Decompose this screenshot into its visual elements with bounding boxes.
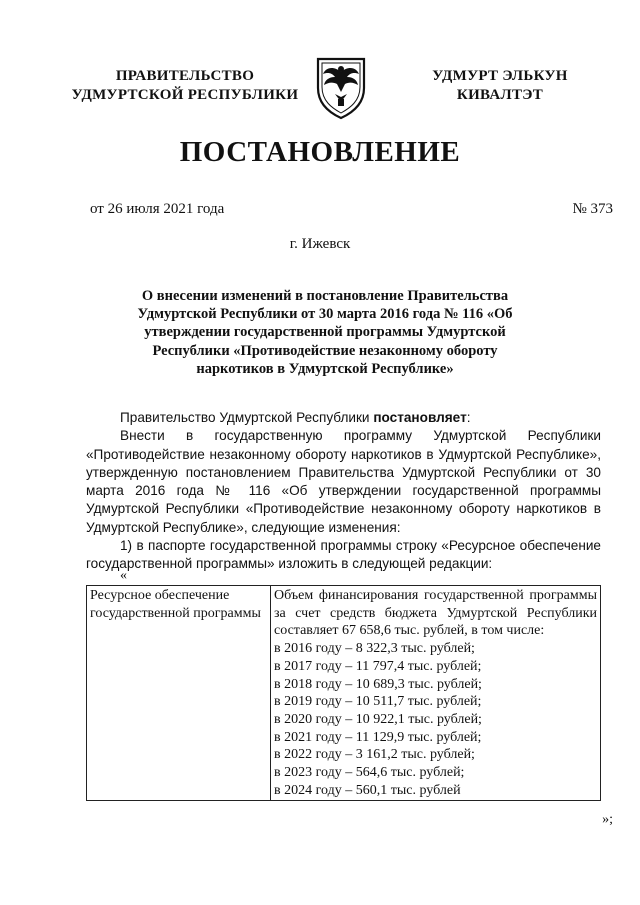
document-body — [86, 409, 601, 574]
document-city: г. Ижевск — [289, 236, 351, 252]
closing-quote: »; — [602, 812, 613, 827]
funding-year-line: в 2019 году – 10 511,7 тыс. рублей; — [274, 694, 482, 710]
funding-year-line: в 2024 году – 560,1 тыс. рублей — [274, 782, 461, 798]
funding-year-line: в 2021 году – 11 129,9 тыс. рублей; — [274, 729, 482, 745]
issuer-line: ПРАВИТЕЛЬСТВО — [115, 68, 255, 84]
document-number: № 373 — [572, 201, 613, 217]
table-label-cell: Ресурсное обеспечение государственной программы — [87, 586, 271, 801]
decree-colon: : — [466, 410, 471, 425]
body-paragraph: Внести в государственную программу Удмуртской Республики «Противодействие незаконному обороту наркотиков в Удмуртской Республике», утвержденную постановлением Правительства Удмуртской Республики от 30 марта 2016 года № 116 «Об утверждении государственной программы Удмуртской Республики «Противодействие незаконному обороту наркотиков в Удмуртской Республике», следующие изменения: — [86, 428, 601, 535]
issuer-name-udmurt — [395, 67, 605, 105]
decree-verb: постановляет — [373, 410, 467, 425]
coat-of-arms-icon — [314, 56, 368, 120]
funding-year-line: в 2022 году – 3 161,2 тыс. рублей; — [274, 747, 475, 763]
decree-line — [86, 409, 601, 427]
issuer-line: КИВАЛТЭТ — [456, 87, 544, 103]
table-row — [87, 586, 601, 801]
document-subject: О внесении изменений в постановление Правительства Удмуртской Республики от 30 марта 2016 года № 116 «Об утверждении государственной программы Удмуртской Республики «Противодействие незаконному обороту наркотиков в Удмуртской Республике» — [137, 288, 513, 377]
funding-year-line: в 2017 году – 11 797,4 тыс. рублей; — [274, 658, 482, 674]
issuer-line: УДМУРТ ЭЛЬКУН — [432, 68, 568, 84]
funding-year-line: в 2023 году – 564,6 тыс. рублей; — [274, 765, 465, 781]
body-paragraph: 1) в паспорте государственной программы строку «Ресурсное обеспечение государственной программы» изложить в следующей редакции: — [86, 538, 601, 572]
opening-quote: « — [120, 568, 127, 583]
table-value-cell — [271, 586, 601, 801]
funding-year-line: в 2018 году – 10 689,3 тыс. рублей; — [274, 676, 482, 692]
decree-lead: Правительство Удмуртской Республики — [120, 410, 370, 425]
funding-year-line: в 2016 году – 8 322,3 тыс. рублей; — [274, 641, 475, 657]
issuer-line: УДМУРТСКОЙ РЕСПУБЛИКИ — [71, 87, 299, 103]
document-title: ПОСТАНОВЛЕНИЕ — [179, 136, 461, 168]
funding-intro: Объем финансирования государственной программы за счет средств бюджета Удмуртской Республики составляет 67 658,6 тыс. рублей, в том числе: — [274, 588, 597, 639]
issuer-name-russian — [60, 67, 310, 105]
funding-year-line: в 2020 году – 10 922,1 тыс. рублей; — [274, 711, 482, 727]
resource-table — [86, 585, 601, 801]
document-date: от 26 июля 2021 года — [90, 201, 225, 217]
